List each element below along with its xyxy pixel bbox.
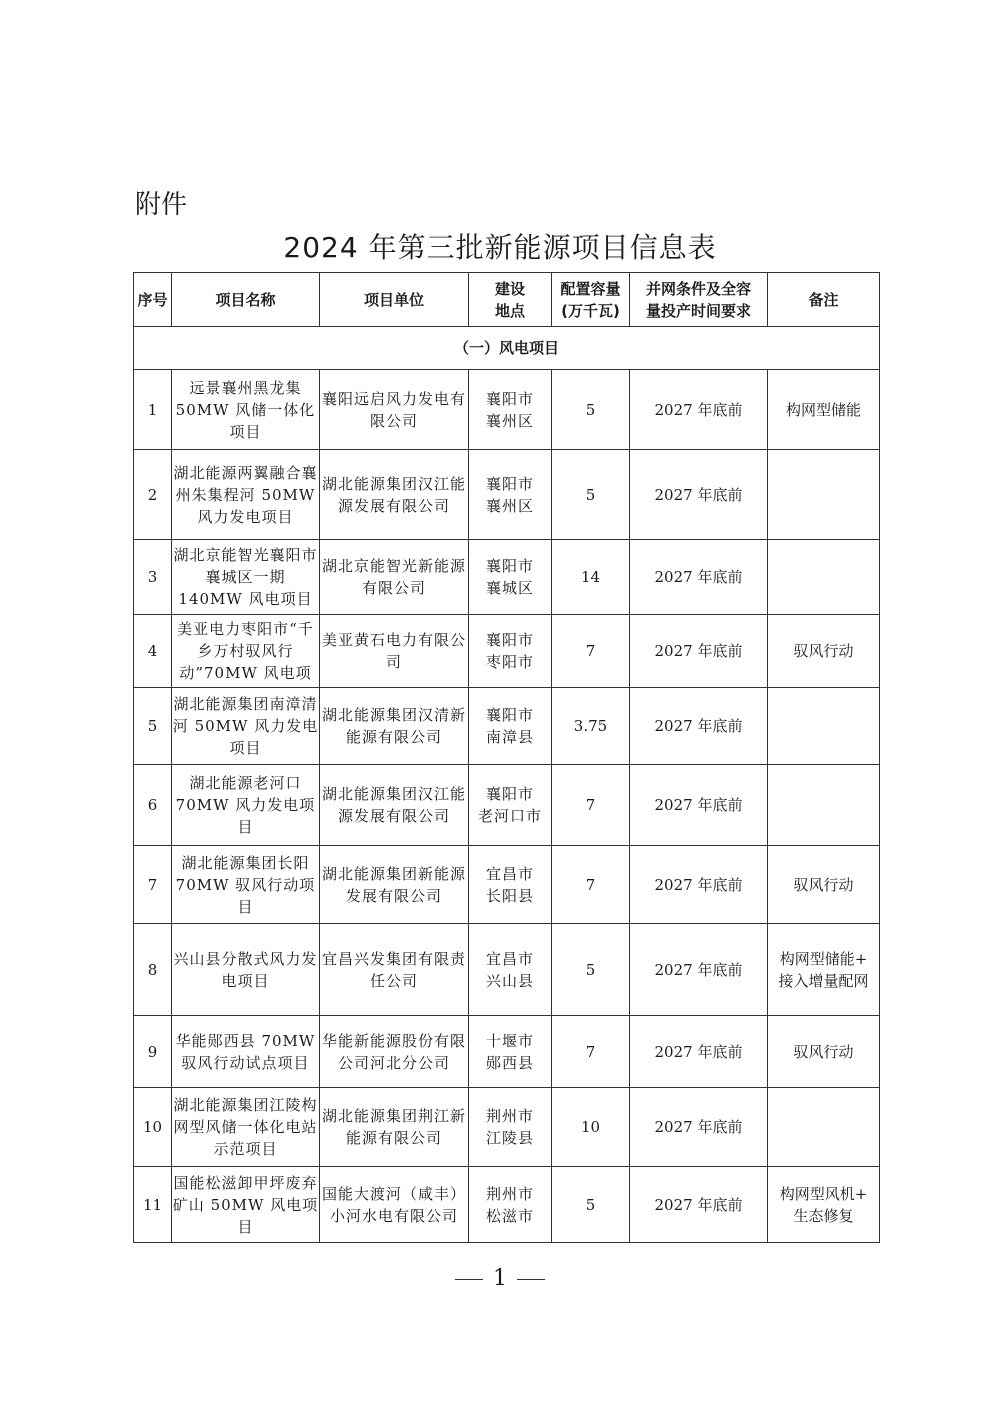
header-deadline: 并网条件及全容 量投产时间要求 <box>630 273 768 327</box>
table-row <box>134 540 880 615</box>
table-row <box>134 765 880 846</box>
table-row <box>134 615 880 688</box>
cell-seq: 11 <box>134 1167 172 1243</box>
cell-unit: 湖北京能智光新能源有限公司 <box>320 540 469 615</box>
cell-deadline: 2027 年底前 <box>630 1088 768 1167</box>
cell-location: 十堰市 郧西县 <box>469 1016 552 1088</box>
cell-unit: 华能新能源股份有限公司河北分公司 <box>320 1016 469 1088</box>
cell-capacity: 7 <box>552 1016 630 1088</box>
cell-name: 兴山县分散式风力发电项目 <box>172 924 320 1016</box>
cell-note <box>768 765 880 846</box>
table-row <box>134 1167 880 1243</box>
table-row <box>134 924 880 1016</box>
cell-capacity: 7 <box>552 615 630 688</box>
page-title: 2024 年第三批新能源项目信息表 <box>283 231 717 264</box>
cell-deadline: 2027 年底前 <box>630 688 768 765</box>
cell-seq: 9 <box>134 1016 172 1088</box>
cell-location: 襄阳市 老河口市 <box>469 765 552 846</box>
table-row <box>134 1088 880 1167</box>
cell-note <box>768 1088 880 1167</box>
cell-deadline: 2027 年底前 <box>630 765 768 846</box>
cell-seq: 3 <box>134 540 172 615</box>
cell-deadline: 2027 年底前 <box>630 450 768 540</box>
cell-note: 构网型风机+ 生态修复 <box>768 1167 880 1243</box>
cell-seq: 1 <box>134 370 172 450</box>
cell-note <box>768 450 880 540</box>
cell-location: 襄阳市 襄州区 <box>469 370 552 450</box>
table-header-row <box>134 273 880 327</box>
cell-location: 荆州市 江陵县 <box>469 1088 552 1167</box>
table-row <box>134 688 880 765</box>
header-name: 项目名称 <box>172 273 320 327</box>
header-unit: 项目单位 <box>320 273 469 327</box>
cell-capacity: 5 <box>552 1167 630 1243</box>
table-row <box>134 846 880 924</box>
header-note: 备注 <box>768 273 880 327</box>
cell-capacity: 14 <box>552 540 630 615</box>
cell-location: 宜昌市 兴山县 <box>469 924 552 1016</box>
page-dash-right <box>517 1279 545 1280</box>
cell-unit: 湖北能源集团汉清新能源有限公司 <box>320 688 469 765</box>
cell-deadline: 2027 年底前 <box>630 370 768 450</box>
cell-unit: 湖北能源集团汉江能源发展有限公司 <box>320 450 469 540</box>
cell-name: 湖北能源老河口70MW 风力发电项目 <box>172 765 320 846</box>
cell-deadline: 2027 年底前 <box>630 615 768 688</box>
cell-capacity: 5 <box>552 370 630 450</box>
cell-deadline: 2027 年底前 <box>630 1167 768 1243</box>
cell-note: 驭风行动 <box>768 1016 880 1088</box>
cell-note <box>768 688 880 765</box>
cell-location: 荆州市 松滋市 <box>469 1167 552 1243</box>
cell-name: 湖北能源集团江陵构网型风储一体化电站示范项目 <box>172 1088 320 1167</box>
cell-note <box>768 540 880 615</box>
table-row <box>134 450 880 540</box>
cell-seq: 8 <box>134 924 172 1016</box>
cell-name: 美亚电力枣阳市“千乡万村驭风行动”70MW 风电项 <box>172 615 320 688</box>
cell-unit: 湖北能源集团新能源发展有限公司 <box>320 846 469 924</box>
cell-seq: 4 <box>134 615 172 688</box>
cell-deadline: 2027 年底前 <box>630 540 768 615</box>
cell-unit: 湖北能源集团荆江新能源有限公司 <box>320 1088 469 1167</box>
header-seq: 序号 <box>134 273 172 327</box>
page-number-value: 1 <box>493 1266 507 1291</box>
cell-seq: 6 <box>134 765 172 846</box>
cell-note: 驭风行动 <box>768 846 880 924</box>
cell-note: 构网型储能+ 接入增量配网 <box>768 924 880 1016</box>
page-number <box>0 1266 1000 1291</box>
table-row <box>134 370 880 450</box>
cell-seq: 7 <box>134 846 172 924</box>
header-location: 建设 地点 <box>469 273 552 327</box>
cell-unit: 美亚黄石电力有限公司 <box>320 615 469 688</box>
cell-location: 襄阳市 枣阳市 <box>469 615 552 688</box>
cell-seq: 10 <box>134 1088 172 1167</box>
project-info-table <box>133 272 880 1243</box>
cell-unit: 国能大渡河（咸丰）小河水电有限公司 <box>320 1167 469 1243</box>
page-dash-left <box>455 1279 483 1280</box>
cell-name: 湖北能源集团南漳清河 50MW 风力发电项目 <box>172 688 320 765</box>
cell-capacity: 3.75 <box>552 688 630 765</box>
cell-name: 远景襄州黑龙集50MW 风储一体化项目 <box>172 370 320 450</box>
cell-name: 华能郧西县 70MW驭风行动试点项目 <box>172 1016 320 1088</box>
cell-note: 驭风行动 <box>768 615 880 688</box>
cell-deadline: 2027 年底前 <box>630 846 768 924</box>
cell-deadline: 2027 年底前 <box>630 924 768 1016</box>
cell-name: 国能松滋卸甲坪废弃矿山 50MW 风电项目 <box>172 1167 320 1243</box>
cell-location: 宜昌市 长阳县 <box>469 846 552 924</box>
cell-name: 湖北能源集团长阳70MW 驭风行动项目 <box>172 846 320 924</box>
cell-location: 襄阳市 南漳县 <box>469 688 552 765</box>
cell-seq: 5 <box>134 688 172 765</box>
cell-capacity: 7 <box>552 846 630 924</box>
cell-unit: 襄阳远启风力发电有限公司 <box>320 370 469 450</box>
section-row <box>134 327 880 370</box>
cell-capacity: 5 <box>552 924 630 1016</box>
attachment-label: 附件 <box>135 190 188 220</box>
cell-capacity: 5 <box>552 450 630 540</box>
table-row <box>134 1016 880 1088</box>
cell-note: 构网型储能 <box>768 370 880 450</box>
cell-seq: 2 <box>134 450 172 540</box>
section-title: （一）风电项目 <box>134 327 880 370</box>
cell-capacity: 7 <box>552 765 630 846</box>
cell-unit: 湖北能源集团汉江能源发展有限公司 <box>320 765 469 846</box>
cell-location: 襄阳市 襄州区 <box>469 450 552 540</box>
cell-name: 湖北京能智光襄阳市襄城区一期 140MW 风电项目 <box>172 540 320 615</box>
header-capacity: 配置容量 (万千瓦) <box>552 273 630 327</box>
cell-location: 襄阳市 襄城区 <box>469 540 552 615</box>
cell-name: 湖北能源两翼融合襄州朱集程河 50MW 风力发电项目 <box>172 450 320 540</box>
cell-deadline: 2027 年底前 <box>630 1016 768 1088</box>
cell-unit: 宜昌兴发集团有限责任公司 <box>320 924 469 1016</box>
cell-capacity: 10 <box>552 1088 630 1167</box>
